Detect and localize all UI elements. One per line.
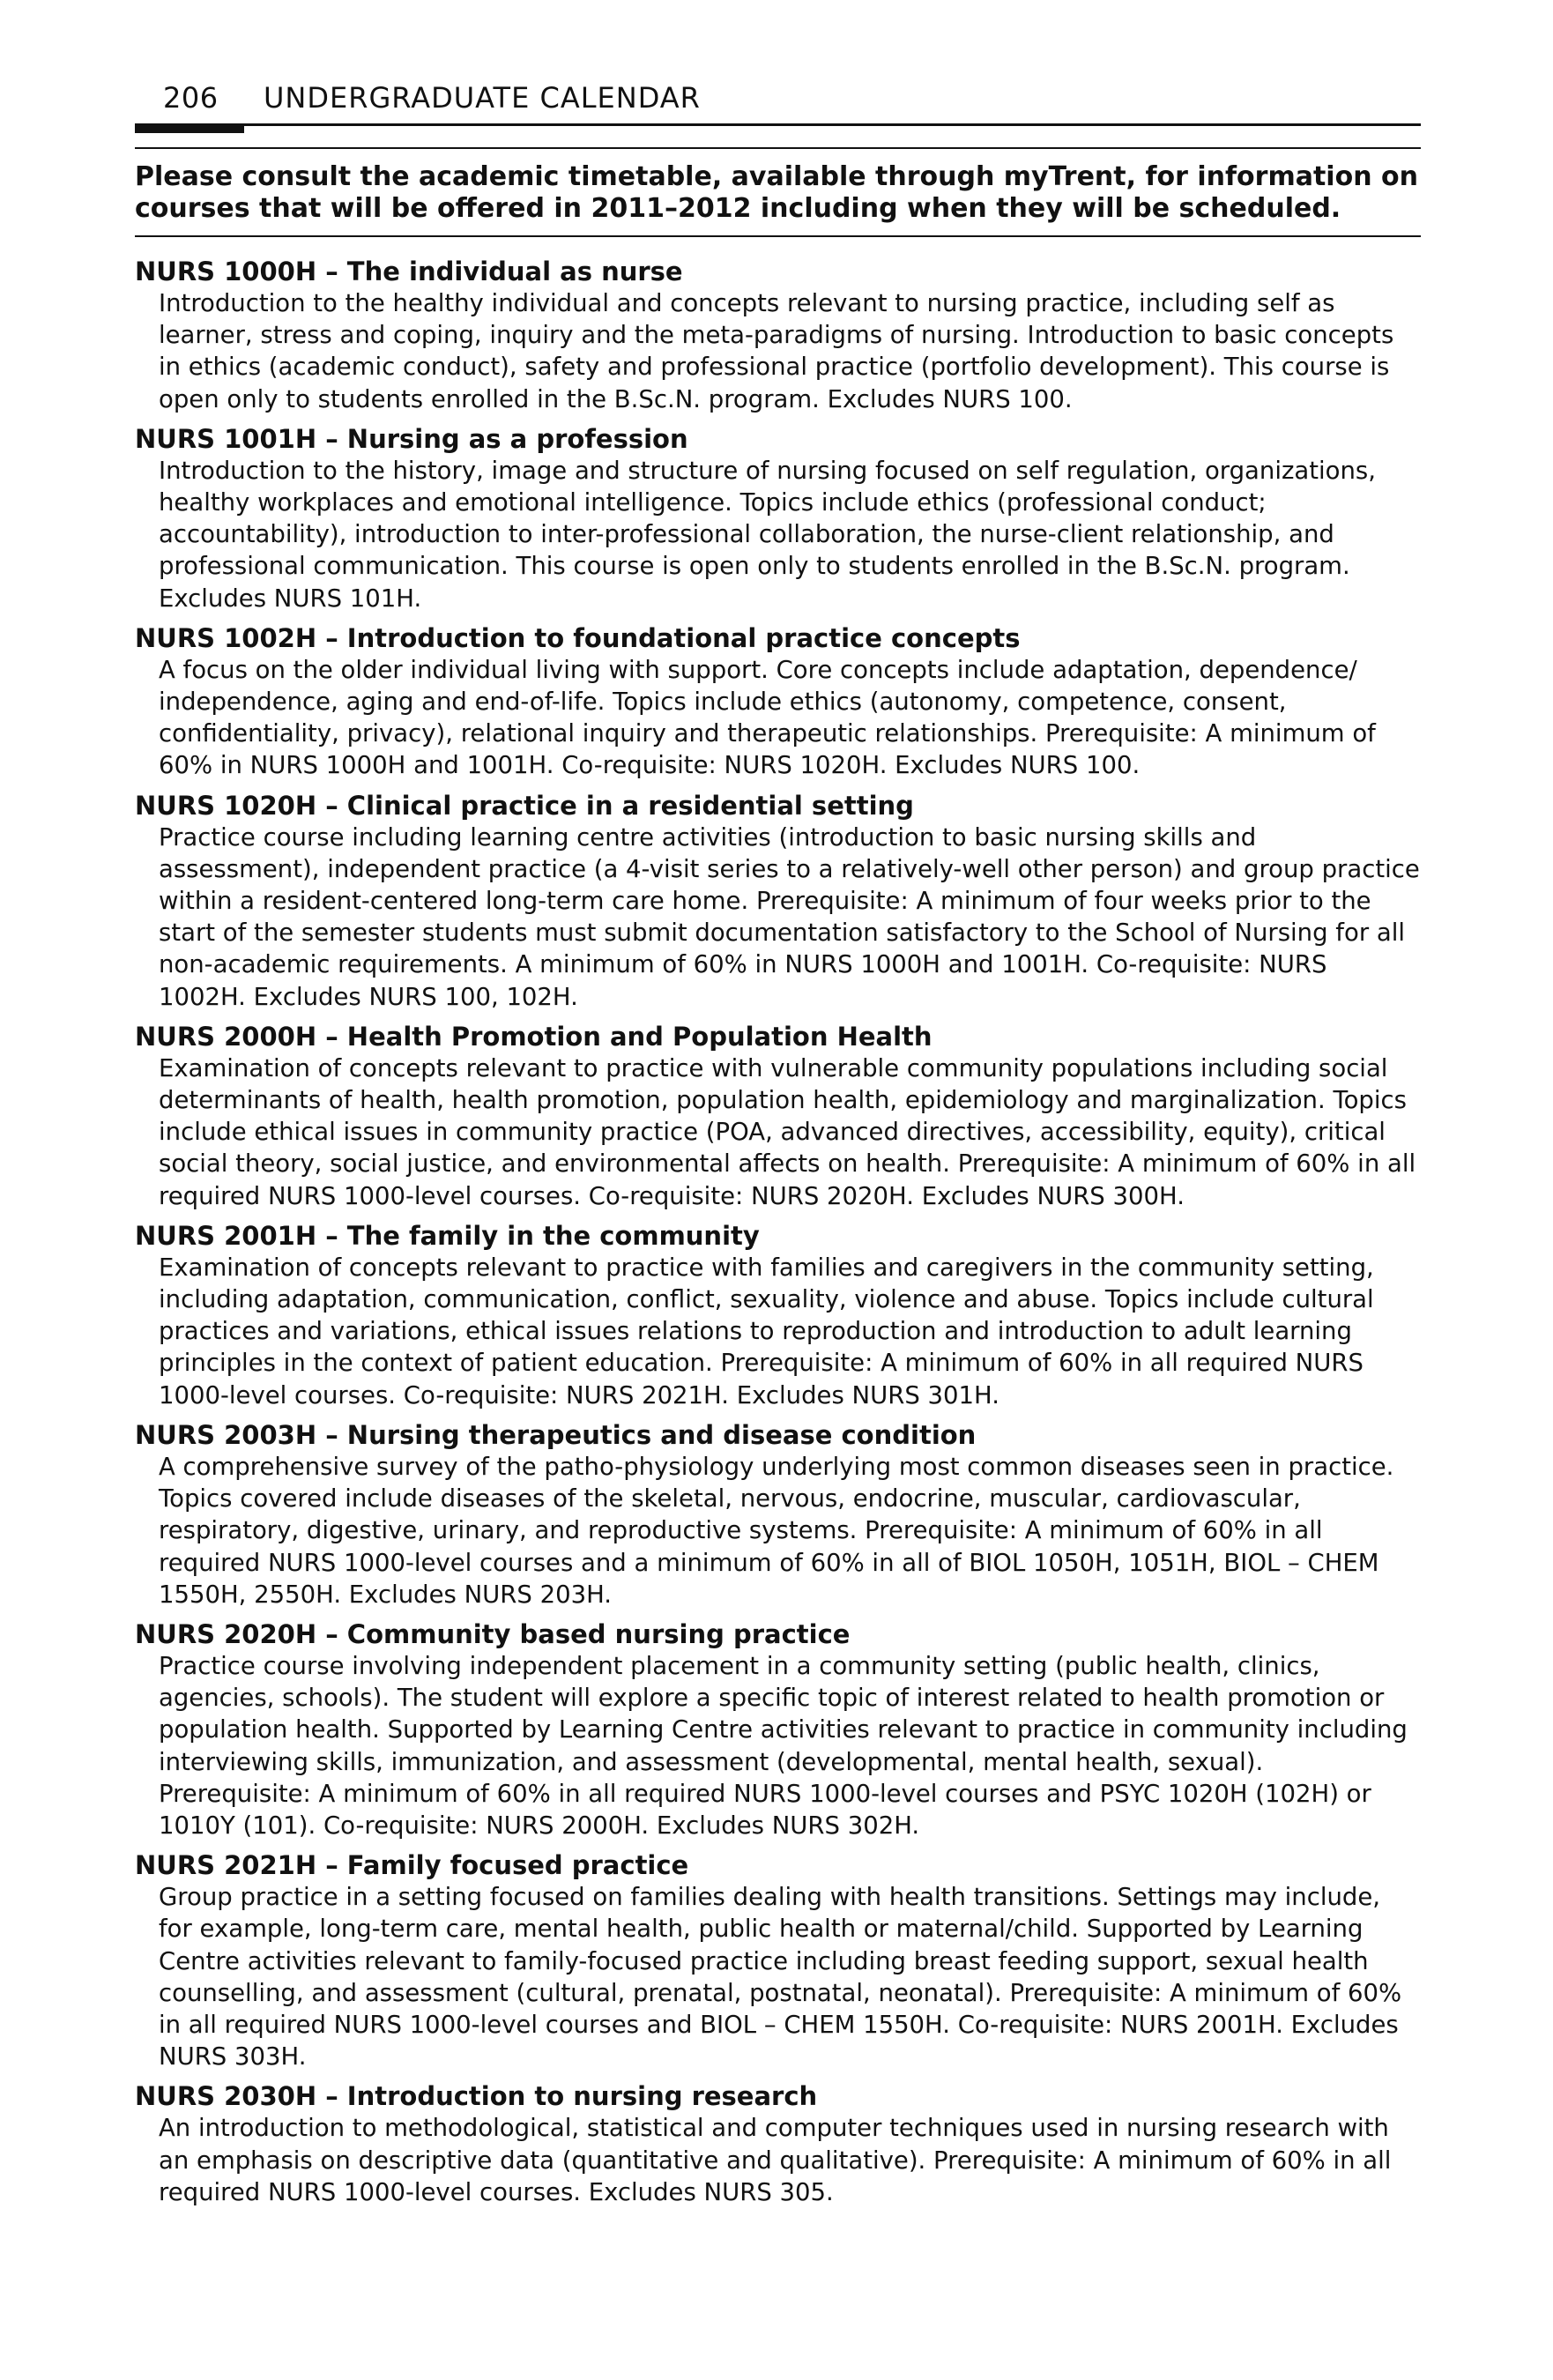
course-description: Group practice in a setting focused on families dealing with health transitions. Settings may include, for example, long-term care, mental health, public health or maternal/child. Supported by Learning Centre activities relevant to family-focused practice including breast feeding support, sexual health counselling, and assessment (cultural, prenatal, postnatal, neonatal). Prerequisite: A minimum of 60% in all required NURS 1000-level courses and BIOL – CHEM 1550H. Co-requisite: NURS 2001H. Excludes NURS 303H. [159, 1883, 1402, 2071]
course-title: NURS 2001H – The family in the community [135, 1220, 760, 1251]
course-entry [135, 622, 1421, 782]
course-entry [135, 2080, 1421, 2208]
course-description: Practice course including learning centre activities (introduction to basic nursing skills and assessment), independent practice (a 4-visit series to a relatively-well other person) and group practice within a resident-centered long-term care home. Prerequisite: A minimum of four weeks prior to the start of the semester students must submit documentation satisfactory to the School of Nursing for all non-academic requirements. A minimum of 60% in NURS 1000H and 1001H. Co-requisite: NURS 1002H. Excludes NURS 100, 102H. [159, 822, 1420, 1011]
course-entry [135, 256, 1421, 415]
course-title: NURS 2020H – Community based nursing practice [135, 1618, 851, 1649]
course-title: NURS 2030H – Introduction to nursing research [135, 2081, 818, 2112]
course-description: Practice course involving independent placement in a community setting (public health, clinics, agencies, schools). The student will explore a specific topic of interest related to health promotion or population health. Supported by Learning Centre activities relevant to practice in community including interviewing skills, immunization, and assessment (developmental, mental health, sexual). Prerequisite: A minimum of 60% in all required NURS 1000-level courses and PSYC 1020H (102H) or 1010Y (101). Co-requisite: NURS 2000H. Excludes NURS 302H. [159, 1651, 1408, 1840]
course-title: NURS 1000H – The individual as nurse [135, 257, 683, 286]
course-title: NURS 1020H – Clinical practice in a residential setting [135, 790, 914, 821]
course-title: NURS 1001H – Nursing as a profession [135, 423, 688, 454]
course-list [135, 256, 1421, 2216]
course-description: Examination of concepts relevant to practice with vulnerable community populations including social determinants of health, health promotion, population health, epidemiology and marginalization. Topics include ethical issues in community practice (POA, advanced directives, accessibility, equity), critical social theory, social justice, and environmental affects on health. Prerequisite: A minimum of 60% in all required NURS 1000-level courses. Co-requisite: NURS 2020H. Excludes NURS 300H. [159, 1053, 1416, 1210]
course-title: NURS 1002H – Introduction to foundational practice concepts [135, 622, 1021, 653]
course-description: Introduction to the history, image and structure of nursing focused on self regulation, organizations, healthy workplaces and emotional intelligence. Topics include ethics (professional conduct; accountability), introduction to inter-professional collaboration, the nurse-client relationship, and professional communication. This course is open only to students enrolled in the B.Sc.N. program. Excludes NURS 101H. [159, 456, 1377, 613]
course-description: An introduction to methodological, statistical and computer techniques used in nursing research with an emphasis on descriptive data (quantitative and qualitative). Prerequisite: A minimum of 60% in all required NURS 1000-level courses. Excludes NURS 305. [159, 2114, 1392, 2206]
course-entry [135, 1849, 1421, 2072]
course-description: A comprehensive survey of the patho-physiology underlying most common diseases seen in practice. Topics covered include diseases of the skeletal, nervous, endocrine, muscular, cardiovascular, respiratory, digestive, urinary, and reproductive systems. Prerequisite: A minimum of 60% in all required NURS 1000-level courses and a minimum of 60% in all of BIOL 1050H, 1051H, BIOL – CHEM 1550H, 2550H. Excludes NURS 203H. [159, 1452, 1394, 1609]
course-description: Examination of concepts relevant to practice with families and caregivers in the community setting, including adaptation, communication, conflict, sexuality, violence and abuse. Topics include cultural practices and variations, ethical issues relations to reproduction and introduction to adult learning principles in the context of patient education. Prerequisite: A minimum of 60% in all required NURS 1000-level courses. Co-requisite: NURS 2021H. Excludes NURS 301H. [159, 1253, 1374, 1409]
header-rule [135, 123, 1421, 126]
course-title: NURS 2021H – Family focused practice [135, 1850, 689, 1881]
course-entry [135, 1220, 1421, 1411]
running-title: UNDERGRADUATE CALENDAR [264, 81, 701, 115]
timetable-notice: Please consult the academic timetable, available through myTrent, for information on courses that will be offered in 2011–2012 including when they will be scheduled. [135, 147, 1421, 237]
page-header [135, 78, 1421, 136]
header-tab-marker [135, 123, 244, 133]
course-title: NURS 2000H – Health Promotion and Population Health [135, 1021, 933, 1052]
course-entry [135, 1618, 1421, 1841]
course-entry [135, 1021, 1421, 1212]
course-entry [135, 1419, 1421, 1610]
course-entry [135, 790, 1421, 1013]
course-title: NURS 2003H – Nursing therapeutics and disease condition [135, 1419, 977, 1450]
page-number: 206 [163, 81, 219, 115]
course-description: Introduction to the healthy individual and concepts relevant to nursing practice, including self as learner, stress and coping, inquiry and the meta-paradigms of nursing. Introduction to basic concepts in ethics (academic conduct), safety and professional practice (portfolio development). This course is open only to students enrolled in the B.Sc.N. program. Excludes NURS 100. [159, 289, 1394, 413]
course-entry [135, 423, 1421, 614]
course-description: A focus on the older individual living with support. Core concepts include adaptation, dependence/ independence, aging and end-of-life. Topics include ethics (autonomy, competence, consent, confidentiality, privacy), relational inquiry and therapeutic relationships. Prerequisite: A minimum of 60% in NURS 1000H and 1001H. Co-requisite: NURS 1020H. Excludes NURS 100. [159, 655, 1376, 780]
